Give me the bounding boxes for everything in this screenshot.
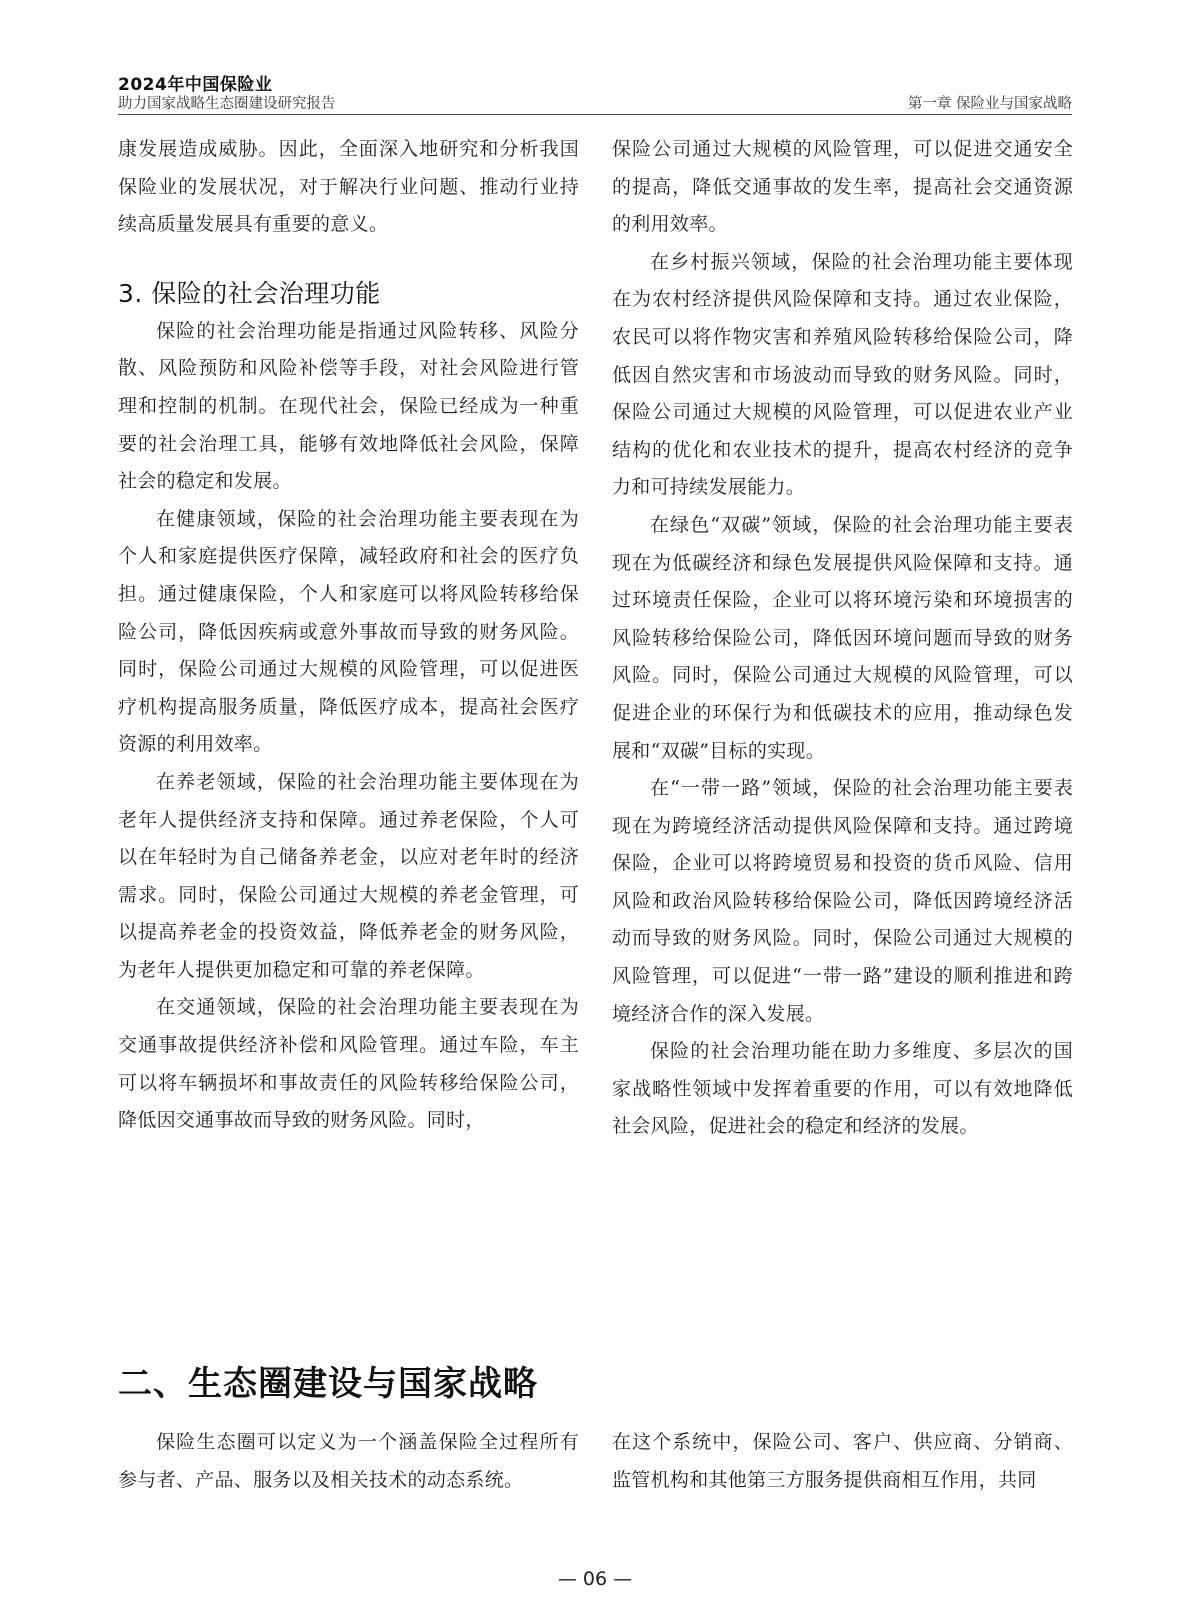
chapter-section-heading: 二、生态圈建设与国家战略	[118, 1364, 538, 1404]
continuation-paragraph: 保险公司通过大规模的风险管理，可以促进交通安全的提高，降低交通事故的发生率，提高社会交通资源的利用效率。	[612, 138, 1073, 236]
body-paragraph: 在交通领域，保险的社会治理功能主要表现在为交通事故提供经济补偿和风险管理。通过车险，车主可以将车辆损坏和事故责任的风险转移给保险公司，降低因交通事故而导致的财务风险。同时，	[118, 996, 579, 1132]
report-year-title: 2024年中国保险业	[118, 75, 273, 95]
right-column-top	[612, 131, 1073, 1146]
left-column-bottom	[118, 1424, 579, 1499]
body-paragraph: 在“一带一路”领域，保险的社会治理功能主要表现在为跨境经济活动提供风险保障和支持。通过跨境保险，企业可以将跨境贸易和投资的货币风险、信用风险和政治风险转移给保险公司，降低因跨境经济活动而导致的财务风险。同时，保险公司通过大规模的风险管理，可以促进“一带一路”建设的顺利推进和跨境经济合作的深入发展。	[612, 777, 1073, 1025]
body-paragraph: 保险的社会治理功能在助力多维度、多层次的国家战略性领域中发挥着重要的作用，可以有效地降低社会风险，促进社会的稳定和经济的发展。	[612, 1040, 1073, 1138]
page-header	[118, 70, 1072, 115]
page-number: — 06 —	[557, 1568, 633, 1590]
right-column-bottom	[612, 1424, 1073, 1499]
body-paragraph: 在绿色“双碳”领域，保险的社会治理功能主要表现在为低碳经济和绿色发展提供风险保障和支持。通过环境责任保险，企业可以将环境污染和环境损害的风险转移给保险公司，降低因环境问题而导致的财务风险。同时，保险公司通过大规模的风险管理，可以促进企业的环保行为和低碳技术的应用，推动绿色发展和“双碳”目标的实现。	[612, 513, 1073, 762]
chapter-title: 第一章 保险业与国家战略	[907, 96, 1072, 112]
body-paragraph: 保险生态圈可以定义为一个涵盖保险全过程所有参与者、产品、服务以及相关技术的动态系统。	[118, 1431, 579, 1491]
body-paragraph: 在这个系统中，保险公司、客户、供应商、分销商、监管机构和其他第三方服务提供商相互作用，共同	[612, 1431, 1073, 1491]
body-paragraph: 在养老领域，保险的社会治理功能主要体现在为老年人提供经济支持和保障。通过养老保险，个人可以在年轻时为自己储备养老金，以应对老年时的经济需求。同时，保险公司通过大规模的养老金管理，可以提高养老金的投资效益，降低养老金的财务风险，为老年人提供更加稳定和可靠的养老保障。	[118, 770, 579, 981]
left-column-top	[118, 131, 579, 1140]
body-paragraph: 在健康领域，保险的社会治理功能主要表现在为个人和家庭提供医疗保障，减轻政府和社会的医疗负担。通过健康保险，个人和家庭可以将风险转移给保险公司，降低因疾病或意外事故而导致的财务风险。同时，保险公司通过大规模的风险管理，可以促进医疗机构提高服务质量，降低医疗成本，提高社会医疗资源的利用效率。	[118, 507, 579, 756]
body-paragraph: 保险的社会治理功能是指通过风险转移、风险分散、风险预防和风险补偿等手段，对社会风险进行管理和控制的机制。在现代社会，保险已经成为一种重要的社会治理工具，能够有效地降低社会风险，保障社会的稳定和发展。	[118, 319, 579, 493]
continuation-paragraph: 康发展造成威胁。因此，全面深入地研究和分析我国保险业的发展状况，对于解决行业问题、推动行业持续高质量发展具有重要的意义。	[118, 138, 579, 236]
section-heading: 3. 保险的社会治理功能	[118, 278, 381, 308]
body-paragraph: 在乡村振兴领域，保险的社会治理功能主要体现在为农村经济提供风险保障和支持。通过农业保险，农民可以将作物灾害和养殖风险转移给保险公司，降低因自然灾害和市场波动而导致的财务风险。同时，保险公司通过大规模的风险管理，可以促进农业产业结构的优化和农业技术的提升，提高农村经济的竞争力和可持续发展能力。	[612, 250, 1073, 499]
report-subtitle: 助力国家战略生态圈建设研究报告	[118, 96, 336, 112]
